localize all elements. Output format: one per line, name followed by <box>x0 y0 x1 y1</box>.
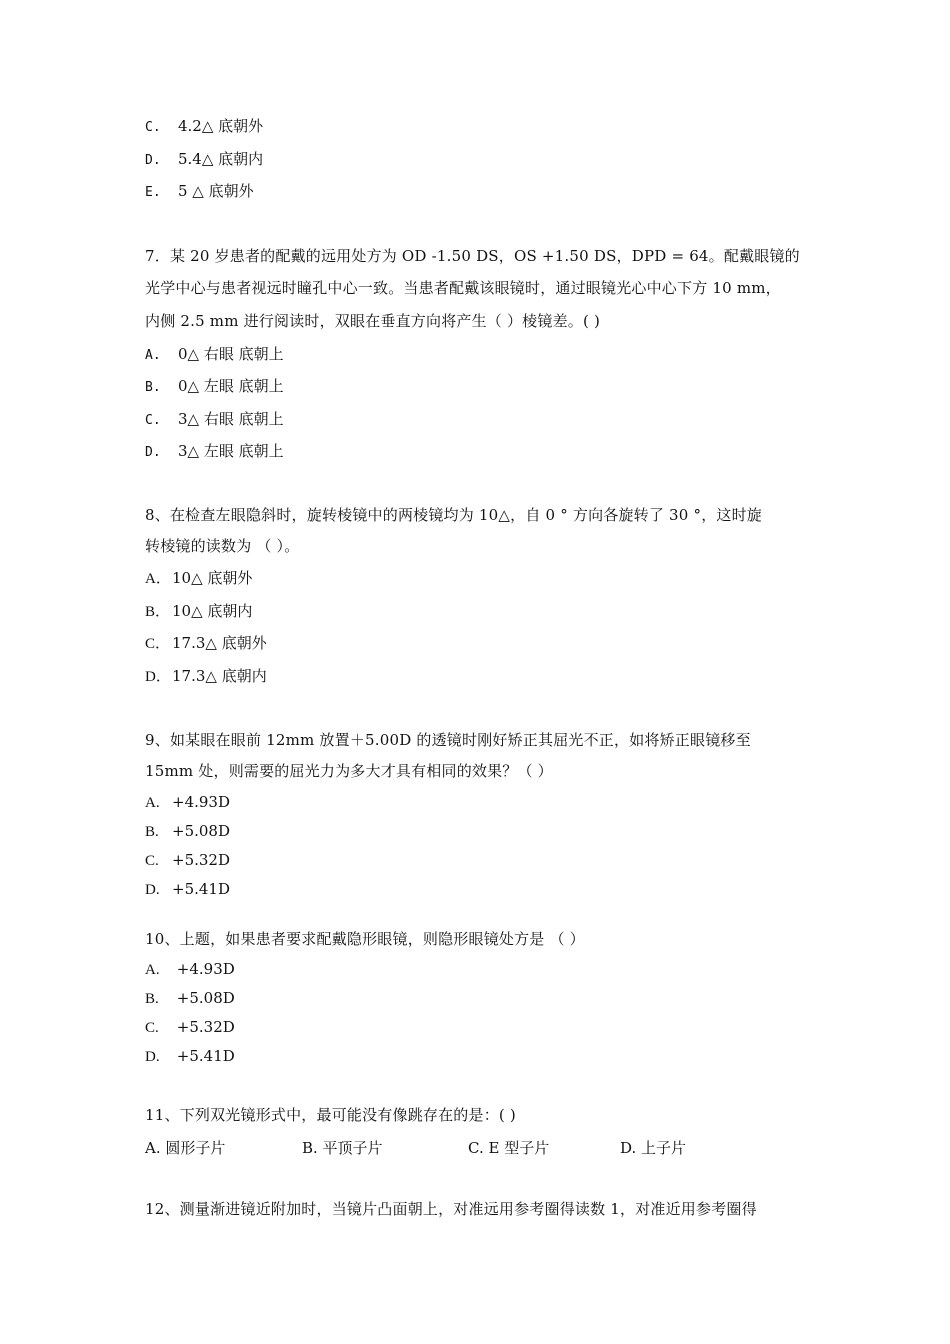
option-letter: A. <box>145 348 161 363</box>
q9-option-b <box>145 821 230 842</box>
option-text: +5.08D <box>172 989 235 1007</box>
q7-option-b <box>145 376 284 398</box>
option-text: +5.32D <box>172 851 230 869</box>
q10-stem-line-1: 10、上题，如果患者要求配戴隐形眼镜，则隐形眼镜处方是 （ ） <box>145 930 585 948</box>
option-letter: D． <box>145 669 171 685</box>
option-text: +4.93D <box>172 960 235 978</box>
option-text: 3△ 右眼 底朝上 <box>178 410 284 428</box>
option-letter: C. <box>145 413 161 428</box>
q8-option-d <box>145 666 267 687</box>
option-letter: B. <box>145 380 161 395</box>
option-letter: C. <box>145 120 161 135</box>
q11-option-a: A. 圆形子片 <box>145 1139 226 1157</box>
q12-stem-line-1: 12、测量渐进镜近附加时，当镜片凸面朝上，对准远用参考圈得读数 1，对准近用参考圈得 <box>145 1200 757 1218</box>
q11-option-b: B. 平顶子片 <box>302 1139 383 1157</box>
q10-option-c <box>145 1017 235 1038</box>
option-text: 0△ 右眼 底朝上 <box>178 345 284 363</box>
q10-option-d <box>145 1046 235 1067</box>
option-letter: D. <box>145 882 160 898</box>
option-letter: A． <box>145 571 171 587</box>
q8-option-a <box>145 568 252 589</box>
option-text: +5.41D <box>172 1047 235 1065</box>
q9-option-c <box>145 850 230 871</box>
q7-option-c <box>145 409 284 431</box>
q8-stem-line-1: 8、在检查左眼隐斜时，旋转棱镜中的两棱镜均为 10△，自 0 ° 方向各旋转了 30 °，这时旋 <box>145 506 763 524</box>
q9-option-d <box>145 879 230 900</box>
option-letter: D. <box>145 445 161 460</box>
option-letter: C. <box>145 1020 159 1036</box>
q6-option-e <box>145 181 254 203</box>
option-text: 10△ 底朝外 <box>172 569 253 587</box>
q8-option-b <box>145 601 252 622</box>
q7-stem-line-1: 7．某 20 岁患者的配戴的远用处方为 OD -1.50 DS，OS +1.50 DS，DPD = 64。配戴眼镜的 <box>145 247 800 265</box>
option-text: 0△ 左眼 底朝上 <box>178 377 284 395</box>
q8-option-c <box>145 633 267 654</box>
q9-option-a <box>145 792 230 813</box>
option-text: 17.3△ 底朝外 <box>172 634 267 652</box>
option-text: 3△ 左眼 底朝上 <box>178 442 284 460</box>
q7-stem-line-2: 光学中心与患者视远时瞳孔中心一致。当患者配戴该眼镜时，通过眼镜光心中心下方 10 mm， <box>145 279 781 297</box>
option-text: 5.4△ 底朝内 <box>178 150 264 168</box>
option-text: +4.93D <box>172 793 230 811</box>
q6-option-c <box>145 116 263 138</box>
option-letter: B. <box>145 991 159 1007</box>
option-letter: A. <box>145 795 160 811</box>
q9-stem-line-1: 9、如某眼在眼前 12mm 放置＋5.00D 的透镜时刚好矫正其屈光不正，如将矫正眼镜移至 <box>145 731 751 749</box>
q11-stem-line-1: 11、下列双光镜形式中，最可能没有像跳存在的是：( ) <box>145 1106 516 1124</box>
option-letter: B. <box>145 824 159 840</box>
option-letter: D. <box>145 153 161 168</box>
q6-option-d <box>145 149 263 171</box>
option-letter: A. <box>145 962 160 978</box>
q10-option-b <box>145 988 235 1009</box>
q8-stem-line-2: 转棱镜的读数为 （ ）。 <box>145 537 300 555</box>
q7-option-d <box>145 441 284 463</box>
option-letter: C. <box>145 853 159 869</box>
option-text: +5.08D <box>172 822 230 840</box>
option-text: +5.32D <box>172 1018 235 1036</box>
q9-stem-line-2: 15mm 处，则需要的屈光力为多大才具有相同的效果？（ ） <box>145 762 553 780</box>
option-letter: D. <box>145 1049 160 1065</box>
q11-option-c: C. E 型子片 <box>468 1139 550 1157</box>
q7-option-a <box>145 344 284 366</box>
option-letter: B． <box>145 604 171 620</box>
option-letter: C． <box>145 636 171 652</box>
option-text: +5.41D <box>172 880 230 898</box>
option-text: 4.2△ 底朝外 <box>178 117 264 135</box>
option-letter: E. <box>145 185 161 200</box>
option-text: 10△ 底朝内 <box>172 602 253 620</box>
option-text: 17.3△ 底朝内 <box>172 667 267 685</box>
q10-option-a <box>145 959 235 980</box>
q7-stem-line-3: 内侧 2.5 mm 进行阅读时，双眼在垂直方向将产生（ ）棱镜差。( ) <box>145 312 601 330</box>
option-text: 5 △ 底朝外 <box>178 182 254 200</box>
q11-option-d: D. 上子片 <box>620 1139 687 1157</box>
